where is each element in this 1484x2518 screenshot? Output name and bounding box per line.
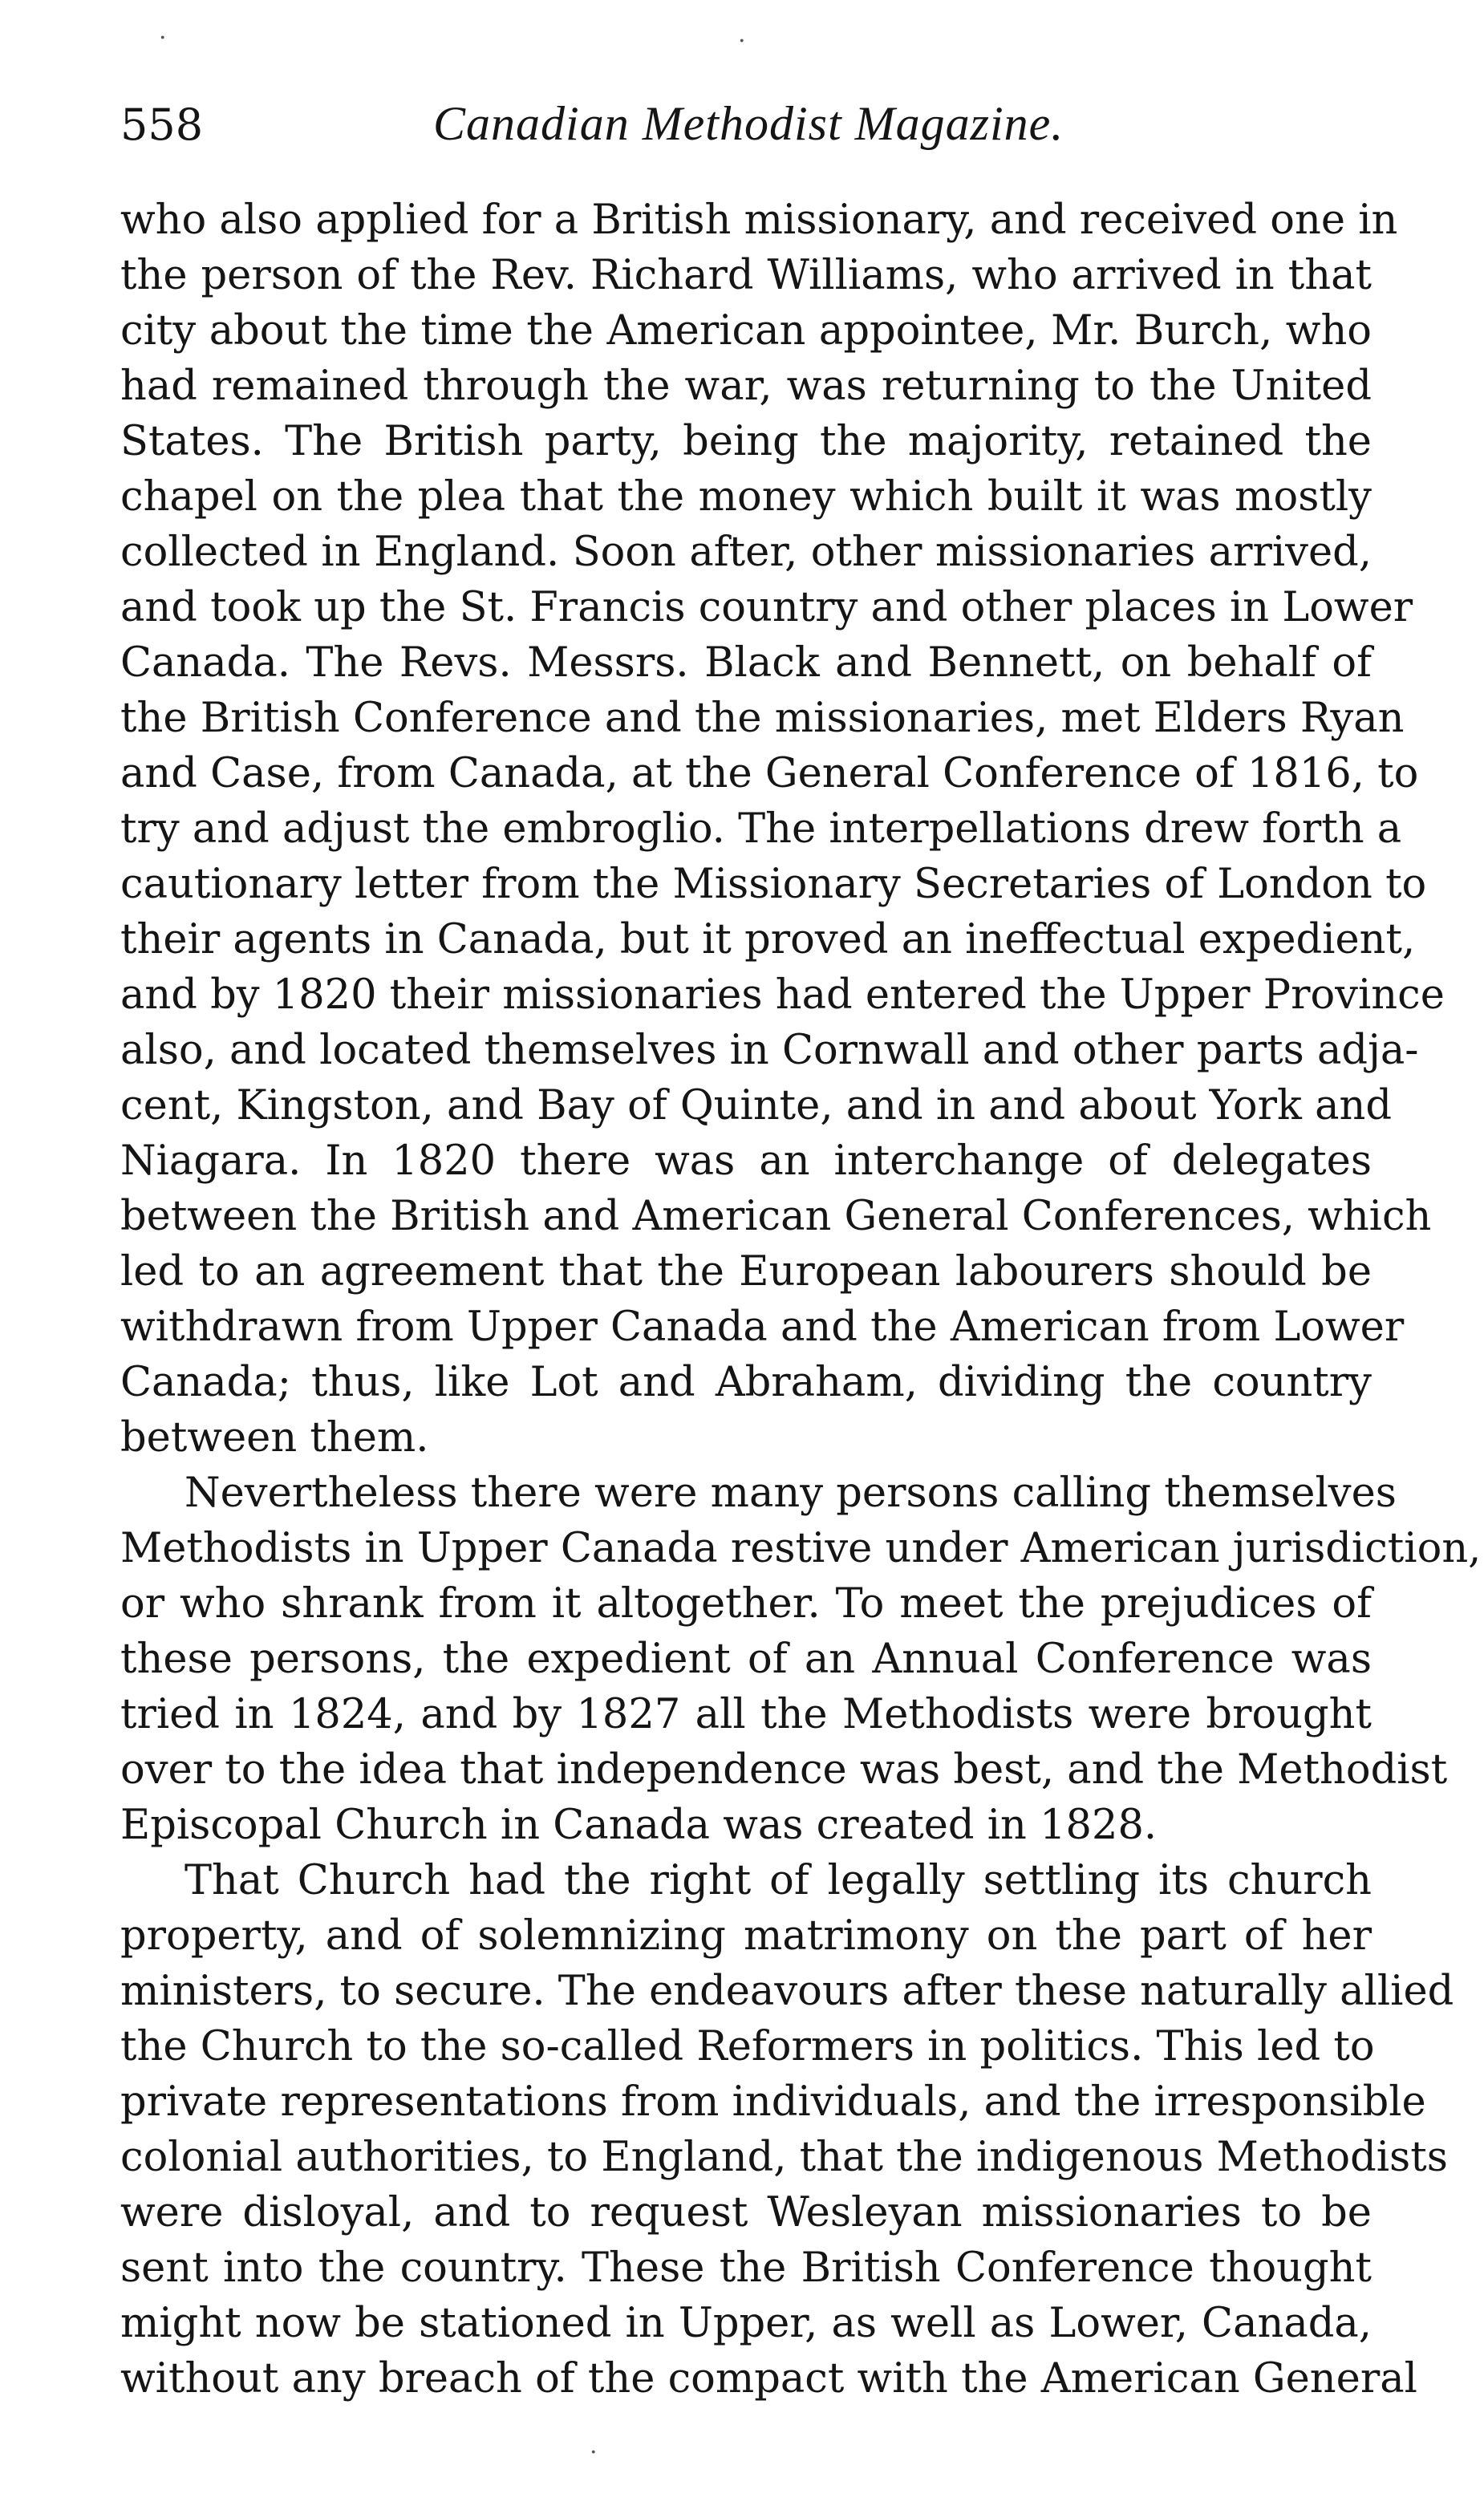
text-line: also, and located themselves in Cornwall and other parts adja- (120, 1027, 1419, 1074)
text-line: without any breach of the compact with the American General (120, 2355, 1417, 2402)
page-header (120, 96, 1372, 176)
text-line: city about the time the American appointee, Mr. Burch, who (120, 307, 1372, 355)
text-line: between the British and American General Conferences, which (120, 1193, 1432, 1240)
text-line: and by 1820 their missionaries had entered the Upper Province (120, 971, 1445, 1019)
text-line: and took up the St. Francis country and other places in Lower (120, 584, 1413, 631)
text-line: Niagara. In 1820 there was an interchange of delegates (120, 1137, 1372, 1185)
text-line: the person of the Rev. Richard Williams, who arrived in that (120, 252, 1372, 299)
page (120, 96, 1482, 2406)
text-line: ministers, to secure. The endeavours after these naturally allied (120, 1968, 1454, 2015)
text-line: the British Conference and the missionaries, met Elders Ryan (120, 695, 1405, 742)
text-line: chapel on the plea that the money which built it was mostly (120, 473, 1372, 521)
text-line: private representations from individuals, and the irresponsible (120, 2078, 1426, 2126)
paragraph-3 (120, 1853, 1454, 2406)
scan-speck: · (738, 27, 746, 55)
text-line: try and adjust the embroglio. The interpellations drew forth a (120, 805, 1402, 853)
running-title: Canadian Methodist Magazine. (433, 97, 1064, 150)
text-line: or who shrank from it altogether. To meet the prejudices of (120, 1580, 1372, 1628)
text-line: Canada; thus, like Lot and Abraham, dividing the country (120, 1359, 1372, 1406)
text-line: That Church had the right of legally settling its church (184, 1857, 1372, 1904)
text-line: over to the idea that independence was best, and the Methodist (120, 1746, 1448, 1794)
text-line: led to an agreement that the European labourers should be (120, 1248, 1372, 1295)
text-line: Methodists in Upper Canada restive under American jurisdiction, (120, 1525, 1482, 1572)
scan-speck: · (590, 2439, 598, 2467)
text-line: colonial authorities, to England, that the indigenous Methodists (120, 2134, 1448, 2181)
text-line: their agents in Canada, but it proved an ineffectual expedient, (120, 916, 1416, 963)
text-line: States. The British party, being the majority, retained the (120, 418, 1372, 465)
text-line: cent, Kingston, and Bay of Quinte, and in and about York and (120, 1082, 1393, 1129)
text-line: Canada. The Revs. Messrs. Black and Bennett, on behalf of (120, 639, 1372, 687)
text-line: between them. (120, 1414, 429, 1462)
text-line: collected in England. Soon after, other missionaries arrived, (120, 529, 1372, 576)
paragraph-2 (120, 1466, 1482, 1853)
text-line: sent into the country. These the British Conference thought (120, 2244, 1372, 2292)
text-line: Episcopal Church in Canada was created in 1828. (120, 1802, 1158, 1849)
text-line: these persons, the expedient of an Annual Conference was (120, 1636, 1372, 1683)
text-line: cautionary letter from the Missionary Secretaries of London to (120, 861, 1427, 908)
text-line: were disloyal, and to request Wesleyan missionaries to be (120, 2189, 1372, 2236)
scan-speck: · (159, 24, 167, 52)
page-number: 558 (120, 99, 204, 150)
text-line: withdrawn from Upper Canada and the American from Lower (120, 1304, 1405, 1351)
text-line: who also applied for a British missionary, and received one in (120, 197, 1398, 244)
text-line: might now be stationed in Upper, as well as Lower, Canada, (120, 2300, 1372, 2347)
text-line: the Church to the so-called Reformers in politics. This led to (120, 2023, 1375, 2070)
text-line: and Case, from Canada, at the General Conference of 1816, to (120, 750, 1419, 797)
text-line: tried in 1824, and by 1827 all the Methodists were brought (120, 1691, 1372, 1738)
text-line: property, and of solemnizing matrimony on the part of her (120, 1912, 1372, 1960)
paragraph-1 (120, 193, 1445, 1466)
text-line: had remained through the war, was returning to the United (120, 363, 1372, 410)
text-line: Nevertheless there were many persons calling themselves (184, 1470, 1397, 1517)
